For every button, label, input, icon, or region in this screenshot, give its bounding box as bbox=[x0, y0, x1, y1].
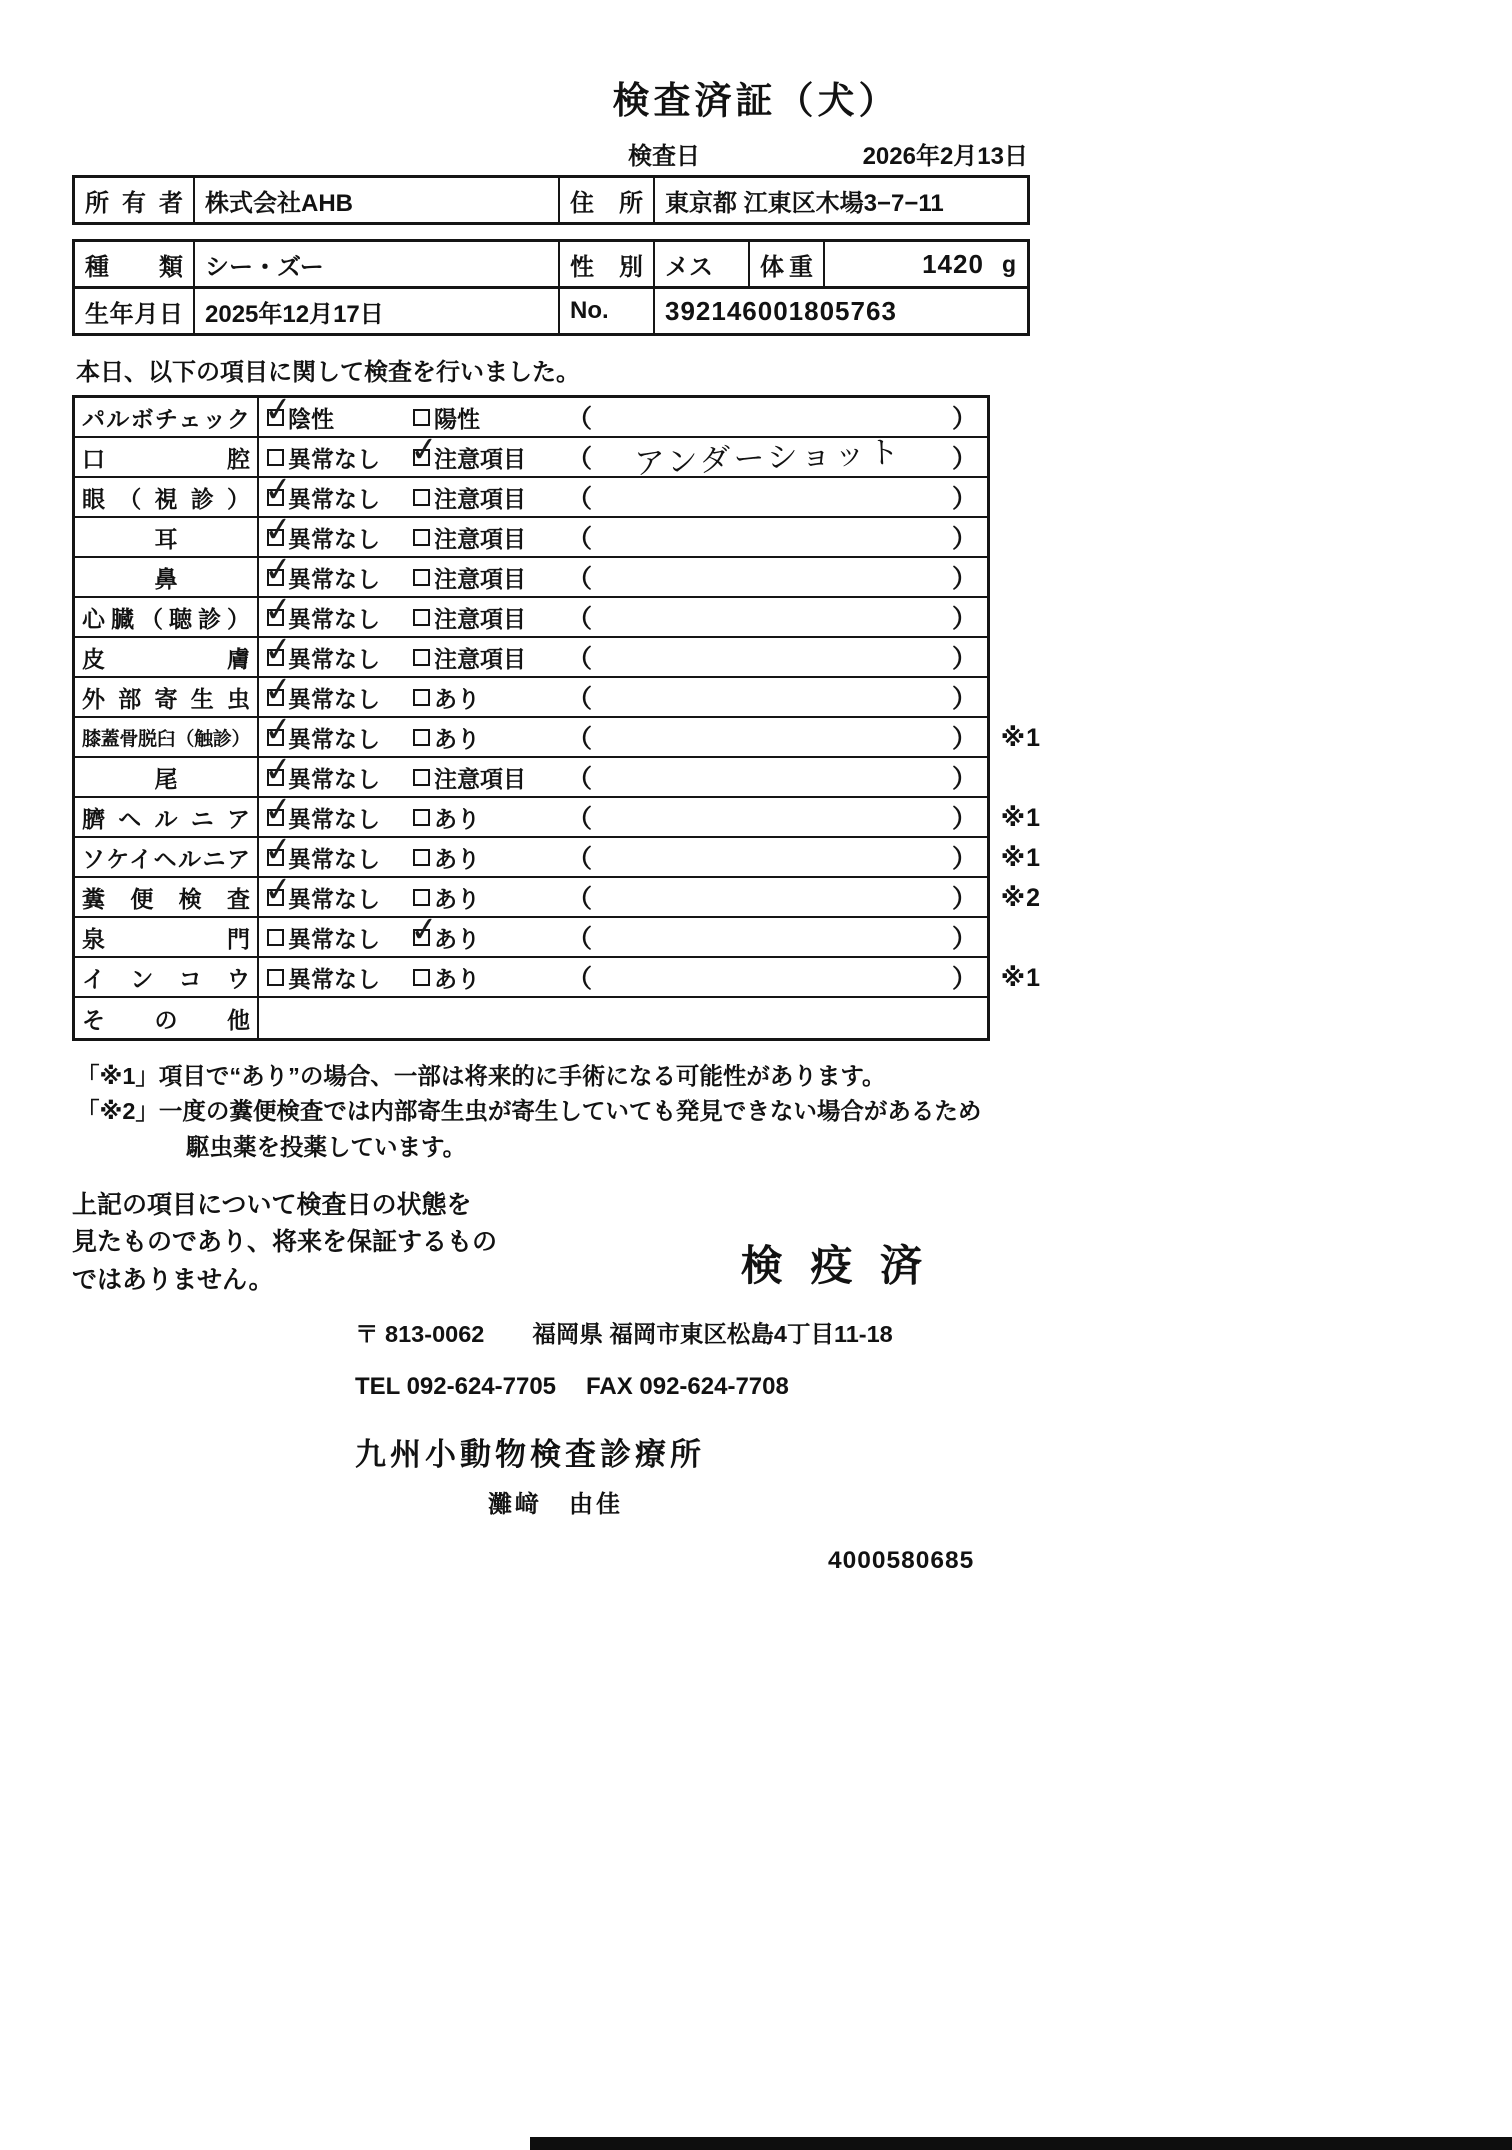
option2-label: あり bbox=[434, 965, 480, 992]
option2-label: あり bbox=[434, 685, 480, 712]
exam-item-label-cell bbox=[75, 518, 259, 556]
disclaimer-line3: ではありません。 bbox=[72, 1265, 274, 1294]
footnote-mark: ※1 bbox=[1000, 804, 1041, 832]
weight-value-cell bbox=[823, 242, 1033, 286]
finding-area bbox=[565, 839, 987, 875]
birth-label: 生年月日 bbox=[85, 300, 183, 328]
owner-value-cell bbox=[193, 178, 558, 222]
checklist bbox=[72, 395, 1041, 1041]
option2-checkbox bbox=[413, 569, 430, 586]
option2 bbox=[413, 761, 565, 794]
paren-close: ） bbox=[951, 725, 977, 753]
exam-item-label: 糞便検査 bbox=[82, 885, 250, 912]
address-value: 東京都 江東区木場3−7−11 bbox=[665, 189, 944, 217]
option1-checkbox bbox=[267, 409, 284, 426]
sex-label: 性別 bbox=[570, 253, 643, 281]
paren-close: ） bbox=[951, 525, 977, 553]
finding-area bbox=[565, 639, 987, 675]
serial-number: 4000580685 bbox=[828, 1547, 975, 1575]
clinic-address-line bbox=[355, 1315, 1512, 1349]
exam-item-label: 眼（視診） bbox=[82, 485, 250, 512]
paren-open: （ bbox=[567, 525, 593, 553]
option2 bbox=[413, 441, 565, 474]
option2-checkbox bbox=[413, 849, 430, 866]
exam-item-label-cell bbox=[75, 838, 259, 876]
exam-item-label: 皮膚 bbox=[82, 645, 250, 672]
paren-open: （ bbox=[567, 725, 593, 753]
option1-label: 異常なし bbox=[288, 805, 380, 832]
paren-open: （ bbox=[567, 805, 593, 833]
exam-item-label: 尾 bbox=[154, 765, 178, 792]
checklist-row bbox=[75, 678, 987, 718]
birth-label-cell bbox=[75, 289, 193, 333]
checklist-row bbox=[75, 518, 987, 558]
no-label: No. bbox=[570, 297, 609, 324]
option1-checkbox bbox=[267, 529, 284, 546]
option1-checkbox bbox=[267, 889, 284, 906]
breed-label-cell bbox=[75, 242, 193, 286]
option2-checkbox bbox=[413, 729, 430, 746]
option2-checkbox bbox=[413, 609, 430, 626]
exam-item-label-cell bbox=[75, 998, 259, 1038]
no-value-cell bbox=[653, 289, 1033, 333]
exam-item-label-cell bbox=[75, 598, 259, 636]
weight-unit: g bbox=[1001, 250, 1017, 277]
option1-checkbox bbox=[267, 769, 284, 786]
intro-text: 本日、以下の項目に関して検査を行いました。 bbox=[76, 359, 580, 386]
finding-area bbox=[565, 719, 987, 755]
birth-value-cell bbox=[193, 289, 558, 333]
exam-item-label: 臍ヘルニア bbox=[82, 805, 250, 832]
paren-close: ） bbox=[951, 445, 977, 473]
exam-item-body bbox=[259, 638, 987, 676]
option1-label: 異常なし bbox=[288, 485, 380, 512]
clinic-phone-line bbox=[355, 1373, 1512, 1401]
finding-area bbox=[565, 519, 987, 555]
paren-close: ） bbox=[951, 925, 977, 953]
option1-checkbox bbox=[267, 449, 284, 466]
breed-value-cell bbox=[193, 242, 558, 286]
paren-close: ） bbox=[951, 405, 977, 433]
option2 bbox=[413, 721, 565, 754]
option1-checkbox bbox=[267, 569, 284, 586]
option2-checkbox bbox=[413, 449, 430, 466]
option2-checkbox bbox=[413, 409, 430, 426]
paren-open: （ bbox=[567, 485, 593, 513]
inspection-date-row bbox=[72, 136, 1030, 171]
no-value: 392146001805763 bbox=[665, 295, 897, 326]
finding-area bbox=[565, 759, 987, 795]
address-value-cell bbox=[653, 178, 1033, 222]
option1-label: 異常なし bbox=[288, 765, 380, 792]
checklist-row bbox=[75, 433, 987, 481]
exam-item-body bbox=[259, 598, 987, 636]
breed-label: 種類 bbox=[85, 253, 183, 281]
option2 bbox=[413, 481, 565, 514]
exam-item-body bbox=[259, 758, 987, 796]
option1-label: 異常なし bbox=[288, 525, 380, 552]
exam-item-body bbox=[259, 798, 987, 836]
sex-value: メス bbox=[665, 253, 713, 281]
closing-section bbox=[72, 1187, 1030, 1300]
checklist-row bbox=[75, 758, 987, 798]
exam-item-body bbox=[259, 678, 987, 716]
option2-label: あり bbox=[434, 725, 480, 752]
address-label-cell bbox=[558, 178, 653, 222]
finding-area bbox=[565, 799, 987, 835]
exam-item-label-cell bbox=[75, 438, 259, 476]
checklist-row bbox=[75, 718, 1041, 758]
option1-checkbox bbox=[267, 729, 284, 746]
exam-item-label: 外部寄生虫 bbox=[82, 685, 250, 712]
disclaimer-line1: 上記の項目について検査日の状態を bbox=[72, 1190, 472, 1219]
document-title: 検査済証（犬） bbox=[612, 80, 900, 121]
footnote-mark: ※1 bbox=[1000, 964, 1041, 992]
animal-info-table-row2 bbox=[72, 289, 1030, 336]
option2-checkbox bbox=[413, 529, 430, 546]
finding-area bbox=[565, 879, 987, 915]
paren-open: （ bbox=[567, 765, 593, 793]
clinic-name: 九州小動物検査診療所 bbox=[355, 1437, 705, 1473]
finding-area bbox=[565, 559, 987, 595]
exam-item-label-cell bbox=[75, 718, 259, 756]
exam-item-body bbox=[259, 433, 987, 481]
option1-checkbox bbox=[267, 489, 284, 506]
address-label: 住所 bbox=[570, 189, 643, 217]
footnote-2-line2: 駆虫薬を投薬しています。 bbox=[186, 1133, 467, 1160]
option2-label: 注意項目 bbox=[434, 485, 526, 512]
option1-checkbox bbox=[267, 809, 284, 826]
finding-area bbox=[565, 479, 987, 515]
exam-item-label-cell bbox=[75, 758, 259, 796]
option1 bbox=[267, 881, 413, 914]
exam-item-label-cell bbox=[75, 478, 259, 516]
option2-checkbox bbox=[413, 769, 430, 786]
exam-item-label: 泉門 bbox=[82, 925, 250, 952]
option2-label: あり bbox=[434, 925, 480, 952]
paren-close: ） bbox=[951, 685, 977, 713]
paren-open: （ bbox=[567, 885, 593, 913]
option1-label: 異常なし bbox=[288, 645, 380, 672]
exam-item-label: 口腔 bbox=[82, 445, 250, 472]
option2 bbox=[413, 801, 565, 834]
paren-close: ） bbox=[951, 965, 977, 993]
footnote-mark: ※2 bbox=[1000, 884, 1041, 912]
clinic-tel: TEL 092-624-7705 bbox=[355, 1373, 557, 1401]
checklist-row bbox=[75, 638, 987, 678]
option1 bbox=[267, 401, 413, 434]
checklist-row bbox=[75, 958, 1041, 998]
footnotes bbox=[76, 1059, 1512, 1165]
paren-close: ） bbox=[951, 605, 977, 633]
option1-label: 異常なし bbox=[288, 725, 380, 752]
checklist-row bbox=[75, 798, 1041, 838]
finding-value: アンダーショット bbox=[633, 433, 903, 481]
option2-checkbox bbox=[413, 649, 430, 666]
paren-close: ） bbox=[951, 645, 977, 673]
option1 bbox=[267, 921, 413, 954]
footnote-mark: ※1 bbox=[1000, 844, 1041, 872]
clinic-postal-code: 〒 813-0062 bbox=[355, 1321, 485, 1348]
weight-value: 1420 bbox=[922, 248, 984, 279]
option1-checkbox bbox=[267, 649, 284, 666]
checklist-row bbox=[75, 998, 987, 1038]
owner-label-cell bbox=[75, 178, 193, 222]
option1-label: 異常なし bbox=[288, 605, 380, 632]
option2-checkbox bbox=[413, 969, 430, 986]
exam-item-label-cell bbox=[75, 678, 259, 716]
exam-item-label-cell bbox=[75, 798, 259, 836]
option2-checkbox bbox=[413, 809, 430, 826]
checklist-row bbox=[75, 918, 987, 958]
option2-label: 陽性 bbox=[434, 405, 480, 432]
paren-open: （ bbox=[567, 405, 593, 433]
exam-item-label-cell bbox=[75, 638, 259, 676]
exam-item-body bbox=[259, 878, 987, 916]
option2 bbox=[413, 521, 565, 554]
inspection-date-label: 検査日 bbox=[628, 143, 700, 170]
paren-open: （ bbox=[567, 645, 593, 673]
checklist-row bbox=[75, 478, 987, 518]
paren-open: （ bbox=[567, 605, 593, 633]
option1-checkbox bbox=[267, 609, 284, 626]
option2-label: あり bbox=[434, 805, 480, 832]
finding-area bbox=[565, 959, 987, 995]
finding-area bbox=[565, 679, 987, 715]
option1-label: 異常なし bbox=[288, 845, 380, 872]
option2-label: 注意項目 bbox=[434, 525, 526, 552]
footnote-2-line1: 「※2」一度の糞便検査では内部寄生虫が寄生していても発見できない場合があるため bbox=[76, 1098, 982, 1125]
checklist-row bbox=[75, 558, 987, 598]
weight-label-cell bbox=[748, 242, 823, 286]
option2-label: あり bbox=[434, 845, 480, 872]
option2-checkbox bbox=[413, 929, 430, 946]
weight-label: 体重 bbox=[760, 253, 813, 281]
option1-label: 異常なし bbox=[288, 685, 380, 712]
option2 bbox=[413, 921, 565, 954]
veterinarian-name: 灘﨑 由佳 bbox=[488, 1491, 623, 1519]
option2-checkbox bbox=[413, 689, 430, 706]
option1-label: 異常なし bbox=[288, 925, 380, 952]
option1-checkbox bbox=[267, 849, 284, 866]
sex-value-cell bbox=[653, 242, 748, 286]
option2-checkbox bbox=[413, 489, 430, 506]
option1-checkbox bbox=[267, 969, 284, 986]
disclaimer-line2: 見たものであり、将来を保証するもの bbox=[72, 1228, 498, 1257]
option2 bbox=[413, 681, 565, 714]
paren-close: ） bbox=[951, 765, 977, 793]
option1-checkbox bbox=[267, 929, 284, 946]
breed-value: シー・ズー bbox=[205, 253, 324, 281]
birth-value: 2025年12月17日 bbox=[205, 300, 384, 328]
exam-item-body bbox=[259, 478, 987, 516]
paren-open: （ bbox=[567, 685, 593, 713]
paren-close: ） bbox=[951, 805, 977, 833]
checklist-row bbox=[75, 598, 987, 638]
owner-label: 所有者 bbox=[85, 189, 183, 217]
exam-item-body bbox=[259, 918, 987, 956]
exam-item-label: 耳 bbox=[154, 525, 178, 552]
finding-area bbox=[565, 919, 987, 955]
option2-label: 注意項目 bbox=[434, 605, 526, 632]
exam-item-body bbox=[259, 518, 987, 556]
option2-label: あり bbox=[434, 885, 480, 912]
checklist-row bbox=[75, 838, 1041, 878]
animal-info-table-row1 bbox=[72, 239, 1030, 289]
exam-item-label: 鼻 bbox=[154, 565, 178, 592]
footnote-1: 「※1」項目で“あり”の場合、一部は将来的に手術になる可能性があります。 bbox=[76, 1063, 886, 1089]
quarantine-stamp: 検 疫 済 bbox=[740, 1242, 930, 1290]
paren-open: （ bbox=[567, 845, 593, 873]
option2-label: 注意項目 bbox=[434, 645, 526, 672]
exam-item-body bbox=[259, 958, 987, 996]
exam-item-body bbox=[259, 838, 987, 876]
paren-open: （ bbox=[567, 565, 593, 593]
exam-item-label: 膝蓋骨脱臼（触診） bbox=[82, 728, 250, 750]
footnote-mark: ※1 bbox=[1000, 724, 1041, 752]
option1-label: 異常なし bbox=[288, 885, 380, 912]
exam-item-label-cell bbox=[75, 558, 259, 596]
sex-label-cell bbox=[558, 242, 653, 286]
option1-label: 異常なし bbox=[288, 965, 380, 992]
paren-close: ） bbox=[951, 565, 977, 593]
option2-checkbox bbox=[413, 889, 430, 906]
option2 bbox=[413, 841, 565, 874]
option2-label: 注意項目 bbox=[434, 445, 526, 472]
option2 bbox=[413, 961, 565, 994]
finding-area bbox=[565, 599, 987, 635]
exam-item-label: その他 bbox=[82, 1006, 250, 1033]
exam-item-label-cell bbox=[75, 398, 259, 436]
scan-edge-artifact bbox=[530, 2137, 1512, 2150]
checklist-row bbox=[75, 878, 1041, 918]
option2 bbox=[413, 601, 565, 634]
option2 bbox=[413, 561, 565, 594]
exam-item-label: 心臓（聴診） bbox=[82, 605, 250, 632]
paren-open: （ bbox=[567, 965, 593, 993]
clinic-fax: FAX 092-624-7708 bbox=[586, 1373, 789, 1401]
no-label-cell bbox=[558, 289, 653, 333]
paren-close: ） bbox=[951, 845, 977, 873]
paren-close: ） bbox=[951, 885, 977, 913]
clinic-address: 福岡県 福岡市東区松島4丁目11-18 bbox=[532, 1321, 893, 1348]
exam-item-label: インコウ bbox=[82, 965, 250, 992]
paren-open: （ bbox=[567, 925, 593, 953]
option1-checkbox bbox=[267, 689, 284, 706]
option2 bbox=[413, 641, 565, 674]
option1 bbox=[267, 961, 413, 994]
exam-item-label: ソケイヘルニア bbox=[82, 845, 250, 872]
exam-item-label-cell bbox=[75, 958, 259, 996]
disclaimer bbox=[72, 1187, 497, 1300]
exam-item-label: パルボチェック bbox=[82, 405, 250, 432]
paren-close: ） bbox=[951, 485, 977, 513]
finding-area bbox=[565, 435, 987, 480]
option1-label: 異常なし bbox=[288, 445, 380, 472]
inspection-date-value: 2026年2月13日 bbox=[862, 143, 1028, 170]
exam-item-body bbox=[259, 998, 987, 1038]
exam-item-label-cell bbox=[75, 878, 259, 916]
owner-value: 株式会社AHB bbox=[205, 189, 353, 217]
owner-info-table bbox=[72, 175, 1030, 225]
paren-open: （ bbox=[567, 445, 593, 473]
exam-item-label-cell bbox=[75, 918, 259, 956]
exam-item-body bbox=[259, 718, 987, 756]
exam-item-body bbox=[259, 558, 987, 596]
option2-label: 注意項目 bbox=[434, 565, 526, 592]
option1-label: 異常なし bbox=[288, 565, 380, 592]
option2-label: 注意項目 bbox=[434, 765, 526, 792]
option1-label: 陰性 bbox=[288, 405, 334, 432]
